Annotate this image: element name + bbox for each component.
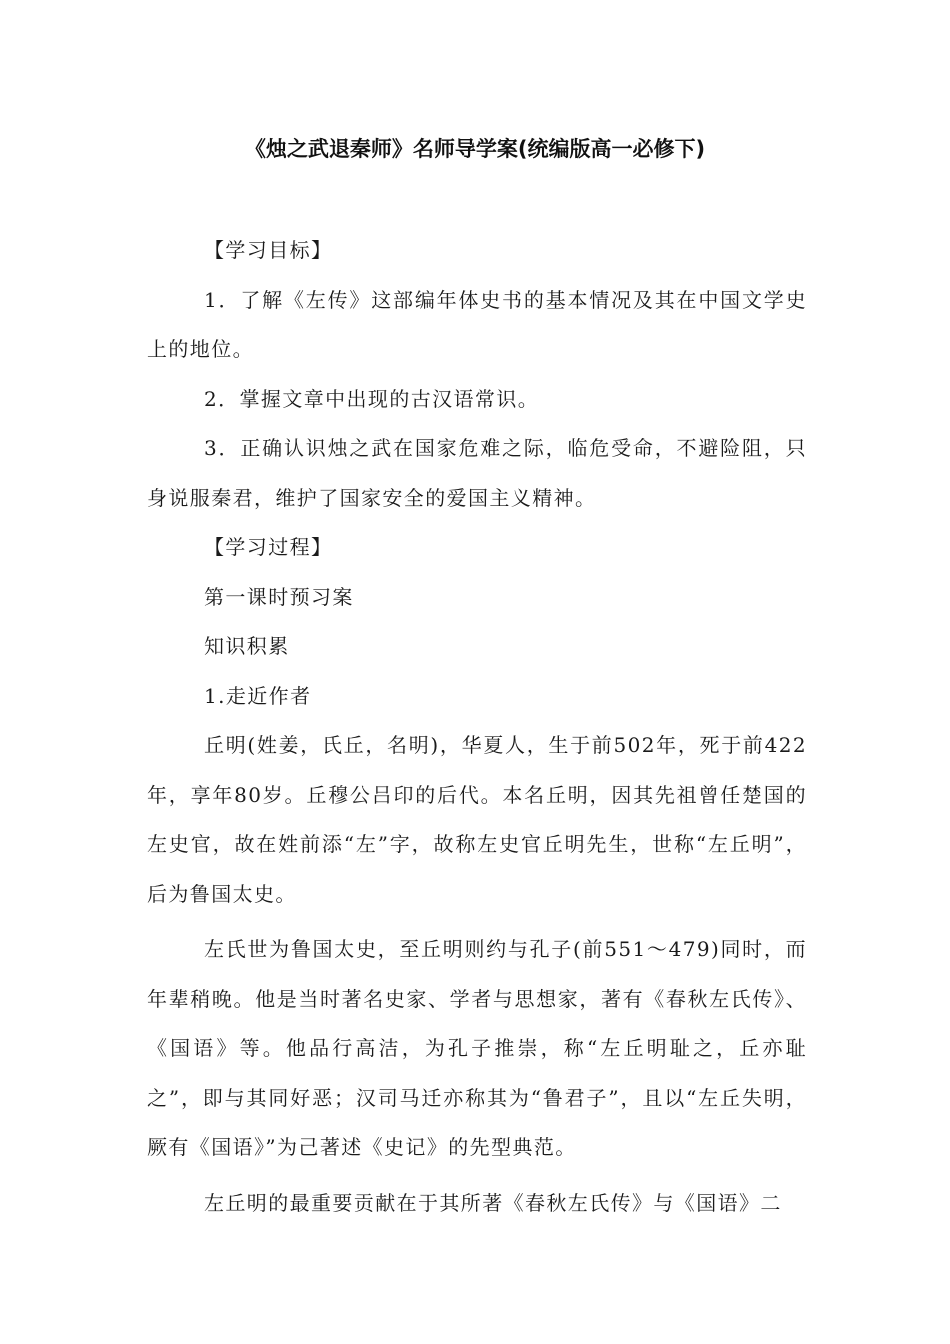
author-heading: 1.走近作者 <box>204 683 312 708</box>
document-body <box>147 226 807 1228</box>
document-title: 《烛之武退秦师》名师导学案(统编版高一必修下) <box>244 137 706 161</box>
author-paragraph-2: 左氏世为鲁国太史，至丘明则约与孔子(前551～479)同时，而年辈稍晚。他是当时著名史家、学者与思想家，著有《春秋左氏传》、《国语》等。他品行高洁，为孔子推崇，称“左丘明耻之，丘亦耻之”，即与其同好恶；汉司马迁亦称其为“鲁君子”，且以“左丘失明，厥有《国语》”为己著述《史记》的先型典范。 <box>147 937 807 1159</box>
goal-item-2: 2．掌握文章中出现的古汉语常识。 <box>204 386 540 411</box>
goal-item-3: 3．正确认识烛之武在国家危难之际，临危受命，不避险阻，只身说服秦君，维护了国家安全的爱国主义精神。 <box>147 436 807 510</box>
author-paragraph-3: 左丘明的最重要贡献在于其所著《春秋左氏传》与《国语》二 <box>204 1190 782 1215</box>
knowledge-heading: 知识积累 <box>204 634 290 658</box>
process-heading: 【学习过程】 <box>204 535 333 559</box>
goals-heading: 【学习目标】 <box>204 238 333 262</box>
author-paragraph-1: 丘明(姓姜，氏丘，名明)，华夏人，生于前502年，死于前422年，享年80岁。丘穆公吕印的后代。本名丘明，因其先祖曾任楚国的左史官，故在姓前添“左”字，故称左史官丘明先生，世称“左丘明”，后为鲁国太史。 <box>147 733 807 906</box>
lesson-heading: 第一课时预习案 <box>204 584 354 609</box>
goal-item-1: 1．了解《左传》这部编年体史书的基本情况及其在中国文学史上的地位。 <box>147 287 807 361</box>
